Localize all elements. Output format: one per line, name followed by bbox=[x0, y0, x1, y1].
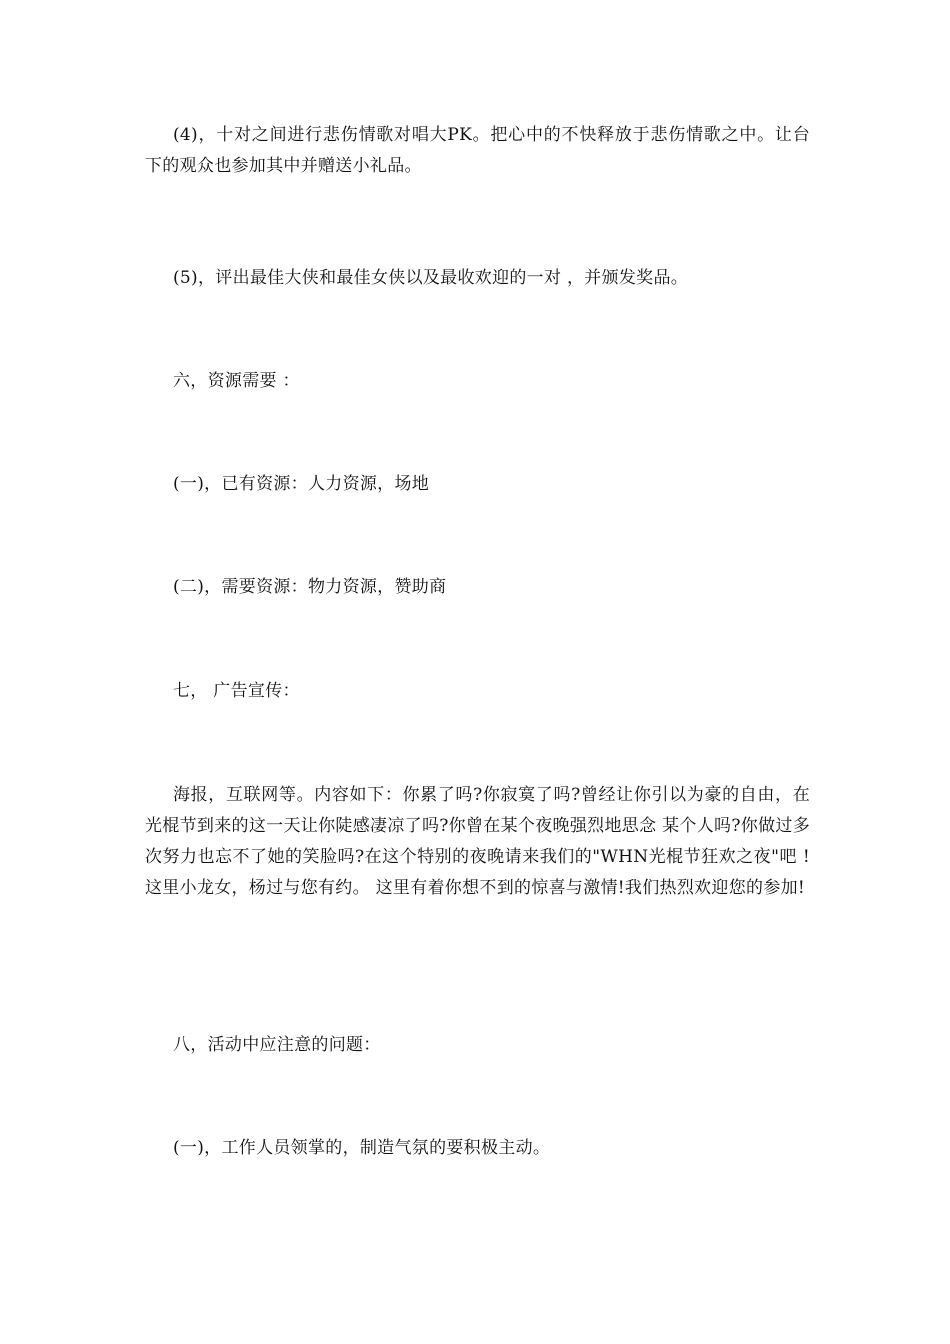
paragraph-staff-note: (一)，工作人员领掌的，制造气氛的要积极主动。 bbox=[173, 1138, 551, 1158]
paragraph-existing-resources: (一)，已有资源：人力资源，场地 bbox=[173, 474, 430, 494]
section-heading-resources: 六，资源需要 ： bbox=[173, 371, 300, 391]
paragraph-needed-resources: (二)，需要资源：物力资源，赞助商 bbox=[173, 577, 447, 597]
paragraph-advertising-content: 海报，互联网等。内容如下：你累了吗?你寂寞了吗?曾经让你引以为豪的自由，在光棍节到来的这一天让你陡感凄凉了吗?你曾在某个夜晚强烈地思念 某个人吗?你做过多次努力也忘不了她的笑脸吗?在这个特别的夜晚请来我们的"WHN光棍节狂欢之夜"吧 !这里小龙女，杨过与您有约。 这里有着你想不到的惊喜与激情!我们热烈欢迎您的参加! bbox=[145, 785, 810, 898]
paragraph-item-5: (5)，评出最佳大侠和最佳女侠以及最收欢迎的一对 ，并颁发奖品。 bbox=[173, 268, 689, 288]
section-heading-precautions: 八，活动中应注意的问题： bbox=[173, 1035, 381, 1055]
section-heading-advertising: 七， 广告宣传： bbox=[173, 681, 300, 701]
paragraph-item-4: (4)，十对之间进行悲伤情歌对唱大PK。把心中的不快释放于悲伤情歌之中。让台下的观众也参加其中并赠送小礼品。 bbox=[145, 125, 810, 176]
